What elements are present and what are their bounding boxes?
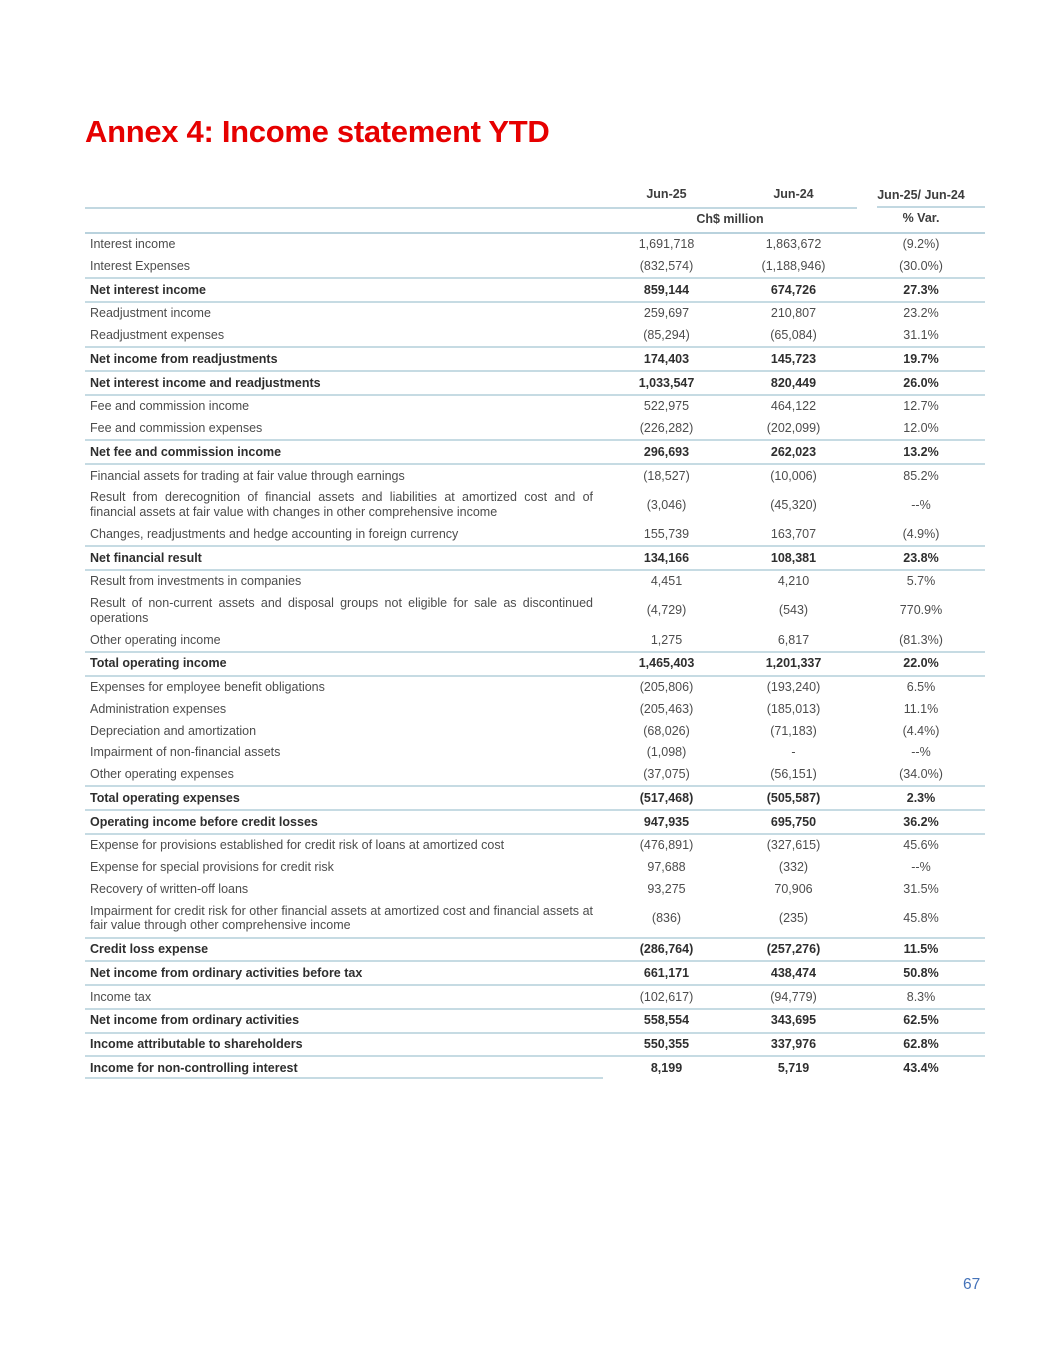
row-label: Net income from ordinary activities <box>85 1009 603 1033</box>
table-row <box>85 742 985 764</box>
row-label: Changes, readjustments and hedge accounting in foreign currency <box>90 526 459 541</box>
jun24-value: (235) <box>778 910 809 925</box>
jun25-value: 947,935 <box>603 810 730 834</box>
row-label: Net income from ordinary activities before tax <box>85 961 603 985</box>
var-value: 11.5% <box>857 938 985 962</box>
var-value: 45.8% <box>903 910 939 925</box>
var-value: 62.5% <box>857 1009 985 1033</box>
jun24-value: (327,615) <box>766 838 821 853</box>
jun24-value: (1,188,946) <box>761 258 826 273</box>
table-row <box>85 810 985 834</box>
page-number: 67 <box>963 1276 981 1293</box>
row-label: Readjustment income <box>90 306 211 321</box>
jun24-value: (45,320) <box>770 497 817 512</box>
var-value: 770.9% <box>899 603 943 618</box>
jun25-value: (68,026) <box>643 723 690 738</box>
var-value: 23.8% <box>857 546 985 570</box>
jun24-value: 5,719 <box>730 1056 857 1079</box>
jun25-value: 1,691,718 <box>638 237 695 251</box>
table-row <box>85 418 985 441</box>
row-label: Depreciation and amortization <box>90 723 257 738</box>
table-row <box>85 395 985 418</box>
jun24-value: (71,183) <box>770 723 817 738</box>
row-label: Income attributable to shareholders <box>85 1033 603 1057</box>
var-value: 12.7% <box>903 399 939 414</box>
jun25-value: 550,355 <box>603 1033 730 1057</box>
row-label: Impairment for credit risk for other financial assets at amortized cost and financial assets at fair value through other comprehensive income <box>90 903 593 933</box>
var-value: (81.3%) <box>899 632 943 647</box>
row-label: Interest Expenses <box>90 258 191 273</box>
table-row <box>85 1009 985 1033</box>
table-row <box>85 233 985 256</box>
row-label: Readjustment expenses <box>90 328 225 342</box>
var-value: (30.0%) <box>899 258 943 273</box>
table-row <box>85 857 985 879</box>
jun25-value: 134,166 <box>603 546 730 570</box>
var-value: 11.1% <box>903 701 939 716</box>
row-label: Fee and commission expenses <box>90 421 263 435</box>
jun25-value: 1,275 <box>650 632 683 647</box>
row-label: Other operating income <box>90 632 221 647</box>
row-label: Net income from readjustments <box>85 347 603 371</box>
var-value: 85.2% <box>903 468 939 483</box>
table-row <box>85 302 985 325</box>
var-value: 27.3% <box>857 278 985 302</box>
jun25-value: (286,764) <box>603 938 730 962</box>
row-label: Credit loss expense <box>85 938 603 962</box>
var-value: 6.5% <box>906 680 936 694</box>
jun24-value: 1,201,337 <box>730 652 857 676</box>
row-label: Fee and commission income <box>90 399 250 414</box>
jun25-value: (37,075) <box>643 767 690 781</box>
jun25-value: 661,171 <box>603 961 730 985</box>
row-label: Net fee and commission income <box>85 440 603 464</box>
unit-header-row <box>85 208 985 233</box>
column-header-jun25: Jun-25 <box>603 183 730 208</box>
jun24-value: 1,863,672 <box>765 237 822 251</box>
var-value: 12.0% <box>903 421 939 435</box>
var-value: (4.4%) <box>902 723 940 738</box>
var-value: --% <box>911 745 931 760</box>
table-row <box>85 961 985 985</box>
jun24-value: 70,906 <box>774 881 813 896</box>
jun24-value: (332) <box>778 860 809 874</box>
jun25-value: 1,033,547 <box>603 371 730 395</box>
jun25-value: 259,697 <box>643 306 690 321</box>
column-header-variation: Jun-25/ Jun-24 <box>857 183 985 208</box>
jun24-value: 337,976 <box>730 1033 857 1057</box>
jun25-value: 296,693 <box>603 440 730 464</box>
jun25-value: 174,403 <box>603 347 730 371</box>
var-value: (34.0%) <box>899 767 943 781</box>
jun25-value: 4,451 <box>650 574 683 589</box>
jun25-value: 1,465,403 <box>603 652 730 676</box>
table-row <box>85 878 985 900</box>
unit-label-percent-var: % Var. <box>857 208 985 233</box>
jun24-value: 145,723 <box>730 347 857 371</box>
table-row <box>85 440 985 464</box>
jun24-value: (505,587) <box>730 786 857 810</box>
jun24-value: 438,474 <box>730 961 857 985</box>
jun25-value: (102,617) <box>639 989 694 1004</box>
unit-spacer <box>85 208 603 233</box>
table-row <box>85 652 985 676</box>
row-label: Administration expenses <box>90 701 227 716</box>
table-row <box>85 546 985 570</box>
jun24-value: (543) <box>778 603 809 618</box>
jun25-value: (476,891) <box>639 838 694 853</box>
jun25-value: (226,282) <box>639 421 694 435</box>
jun25-value: 522,975 <box>643 399 690 414</box>
table-row <box>85 900 985 938</box>
jun24-value: (185,013) <box>766 701 821 716</box>
jun24-value: (202,099) <box>766 421 821 435</box>
row-label: Expense for provisions established for credit risk of loans at amortized cost <box>90 838 505 853</box>
row-label: Income for non-controlling interest <box>85 1056 603 1079</box>
var-value: 23.2% <box>903 306 939 321</box>
var-value: 31.1% <box>903 328 939 342</box>
jun25-value: (205,806) <box>639 680 694 694</box>
jun24-value: (257,276) <box>730 938 857 962</box>
jun25-value: (85,294) <box>643 328 690 342</box>
jun25-value: (18,527) <box>643 468 690 483</box>
jun25-value: (4,729) <box>646 603 687 618</box>
var-value: 8.3% <box>906 989 936 1004</box>
table-row <box>85 464 985 487</box>
table-row <box>85 325 985 348</box>
jun25-value: 558,554 <box>603 1009 730 1033</box>
jun24-value: 820,449 <box>730 371 857 395</box>
var-value: 62.8% <box>857 1033 985 1057</box>
jun25-value: 97,688 <box>647 860 686 874</box>
jun25-value: 859,144 <box>603 278 730 302</box>
jun25-value: (517,468) <box>603 786 730 810</box>
jun25-value: (836) <box>651 910 682 925</box>
row-label: Financial assets for trading at fair value through earnings <box>90 468 405 483</box>
jun25-value: (832,574) <box>639 258 694 273</box>
row-label: Total operating income <box>85 652 603 676</box>
var-value: --% <box>911 497 931 512</box>
table-row <box>85 255 985 278</box>
jun24-value: 695,750 <box>730 810 857 834</box>
table-row <box>85 985 985 1009</box>
row-label: Net financial result <box>85 546 603 570</box>
row-label: Result from derecognition of financial assets and liabilities at amortized cost and of financial assets at fair value with changes in other comprehensive income <box>90 490 593 519</box>
table-row <box>85 523 985 546</box>
column-header-jun24: Jun-24 <box>730 183 857 208</box>
table-row <box>85 786 985 810</box>
table-row <box>85 629 985 652</box>
table-row <box>85 570 985 593</box>
table-row <box>85 487 985 524</box>
jun24-value: 262,023 <box>730 440 857 464</box>
var-value: --% <box>911 860 931 874</box>
jun24-value: 4,210 <box>777 574 810 589</box>
table-row <box>85 1056 985 1079</box>
jun25-value: (1,098) <box>646 745 687 760</box>
row-label: Income tax <box>90 989 152 1004</box>
header-spacer <box>85 183 603 208</box>
jun24-value: (94,779) <box>770 989 817 1004</box>
table-row <box>85 698 985 720</box>
var-value: 5.7% <box>906 574 936 589</box>
page-title: Annex 4: Income statement YTD <box>85 114 550 149</box>
table-row <box>85 1033 985 1057</box>
row-label: Net interest income and readjustments <box>85 371 603 395</box>
row-label: Impairment of non-financial assets <box>90 745 281 760</box>
income-statement-table <box>85 183 985 1079</box>
var-value: 45.6% <box>903 838 939 853</box>
jun24-value: 343,695 <box>730 1009 857 1033</box>
table-row <box>85 593 985 630</box>
table-row <box>85 938 985 962</box>
jun25-value: 93,275 <box>647 881 686 896</box>
jun25-value: (205,463) <box>639 701 694 716</box>
var-value: 22.0% <box>857 652 985 676</box>
var-value: 50.8% <box>857 961 985 985</box>
jun24-value: 108,381 <box>730 546 857 570</box>
row-label: Expense for special provisions for credit risk <box>90 860 334 874</box>
row-label: Result of non-current assets and disposal groups not eligible for sale as discontinued operations <box>90 596 593 625</box>
row-label: Net interest income <box>85 278 603 302</box>
row-label: Operating income before credit losses <box>85 810 603 834</box>
jun24-value: (193,240) <box>766 680 821 694</box>
var-value: (9.2%) <box>902 237 940 251</box>
row-label: Interest income <box>90 237 176 251</box>
row-label: Expenses for employee benefit obligations <box>90 680 325 694</box>
var-value: 43.4% <box>857 1056 985 1079</box>
row-label: Other operating expenses <box>90 767 234 781</box>
jun25-value: 8,199 <box>603 1056 730 1079</box>
table-row <box>85 834 985 857</box>
jun24-value: 163,707 <box>770 526 817 541</box>
unit-label-chs-million: Ch$ million <box>603 208 857 233</box>
jun25-value: 155,739 <box>643 526 690 541</box>
jun24-value: - <box>791 745 796 760</box>
var-value: 26.0% <box>857 371 985 395</box>
jun24-value: (10,006) <box>770 468 817 483</box>
table-row <box>85 720 985 742</box>
var-value: 2.3% <box>857 786 985 810</box>
period-header-row <box>85 183 985 208</box>
var-value: (4.9%) <box>902 526 940 541</box>
var-value: 19.7% <box>857 347 985 371</box>
jun24-value: 210,807 <box>770 306 817 321</box>
var-value: 13.2% <box>857 440 985 464</box>
table-row <box>85 676 985 699</box>
jun24-value: 6,817 <box>777 632 810 647</box>
var-value: 31.5% <box>903 881 939 896</box>
var-value: 36.2% <box>857 810 985 834</box>
jun24-value: 674,726 <box>730 278 857 302</box>
table-row <box>85 764 985 787</box>
table-row <box>85 371 985 395</box>
row-label: Total operating expenses <box>85 786 603 810</box>
row-label: Result from investments in companies <box>90 574 302 589</box>
table-row <box>85 347 985 371</box>
table-row <box>85 278 985 302</box>
jun24-value: (65,084) <box>770 328 817 342</box>
jun24-value: (56,151) <box>770 767 817 781</box>
jun24-value: 464,122 <box>770 399 817 414</box>
jun25-value: (3,046) <box>646 497 687 512</box>
row-label: Recovery of written-off loans <box>90 881 249 896</box>
